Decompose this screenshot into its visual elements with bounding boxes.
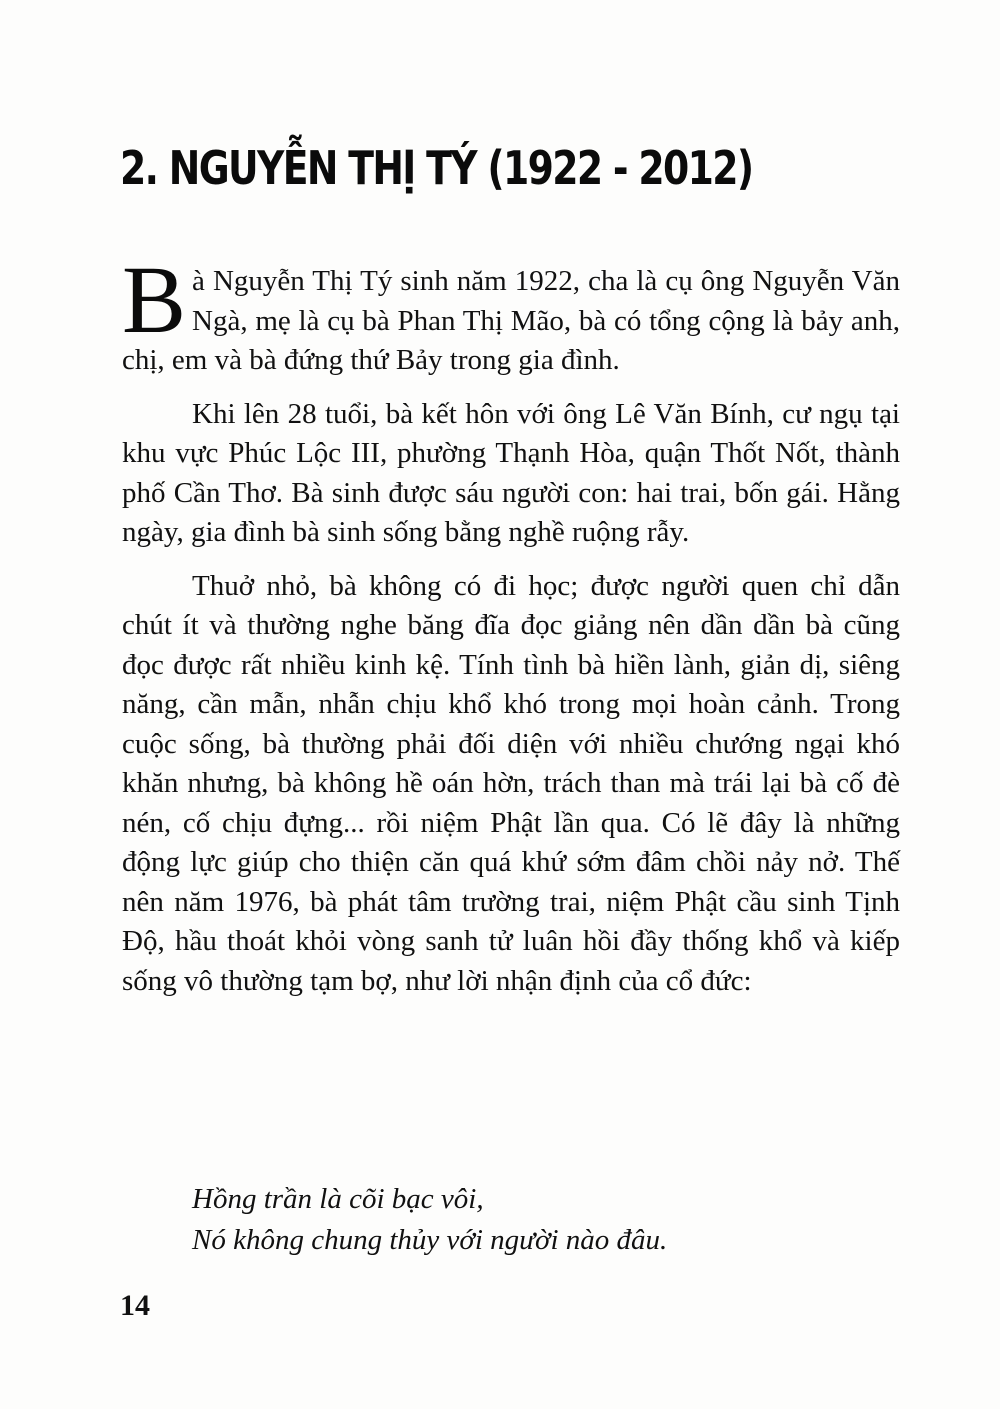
paragraph-1-text: à Nguyễn Thị Tý sinh năm 1922, cha là cụ ông Nguyễn Văn Ngà, mẹ là cụ bà Phan Thị Mão, bà có tổng cộng là bảy anh, chị, em và bà đứng thứ Bảy trong gia đình. [122, 265, 900, 376]
page-number: 14 [120, 1289, 150, 1322]
verse-line-2: Nó không chung thủy với người nào đâu. [192, 1224, 668, 1256]
verse-quote [192, 1179, 892, 1261]
chapter-title: 2. NGUYỄN THỊ TÝ (1922 - 2012) [120, 141, 753, 195]
paragraph-2: Khi lên 28 tuổi, bà kết hôn với ông Lê Văn Bính, cư ngụ tại khu vực Phúc Lộc III, phường Thạnh Hòa, quận Thốt Nốt, thành phố Cần Thơ. Bà sinh được sáu người con: hai trai, bốn gái. Hằng ngày, gia đình bà sinh sống bằng nghề ruộng rẫy. [122, 397, 900, 548]
paragraph-1 [122, 246, 900, 381]
body-text [122, 246, 900, 1015]
drop-cap: B [122, 246, 187, 353]
paragraph-3: Thuở nhỏ, bà không có đi học; được người quen chỉ dẫn chút ít và thường nghe băng đĩa đọc giảng nên dần dần bà cũng đọc được rất nhiều kinh kệ. Tính tình bà hiền lành, giản dị, siêng năng, cần mẫn, nhẫn chịu khổ khó trong mọi hoàn cảnh. Trong cuộc sống, bà thường phải đối diện với nhiều chướng ngại khó khăn nhưng, bà không hề oán hờn, trách than mà trái lại bà cố đè nén, cố chịu đựng... rồi niệm Phật lần qua. Có lẽ đây là những động lực giúp cho thiện căn quá khứ sớm đâm chồi nảy nở. Thế nên năm 1976, bà phát tâm trường trai, niệm Phật cầu sinh Tịnh Độ, hầu thoát khỏi vòng sanh tử luân hồi đầy thống khổ và kiếp sống vô thường tạm bợ, như lời nhận định của cổ đức: [122, 569, 900, 997]
verse-line-1: Hồng trần là cõi bạc vôi, [192, 1183, 484, 1215]
